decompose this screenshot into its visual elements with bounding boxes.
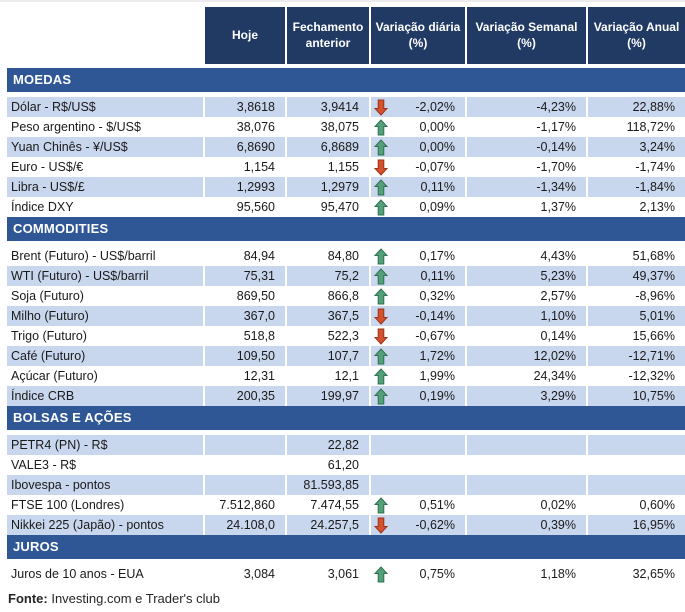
header-cell-variacao-anual: Variação Anual (%) — [588, 7, 685, 64]
table-row — [7, 346, 685, 366]
table-row — [7, 475, 685, 495]
variacao-diaria-value: 0,09% — [419, 200, 455, 214]
row-label: Yuan Chinês - ¥/US$ — [7, 137, 205, 157]
cell-hoje — [205, 475, 287, 495]
cell-variacao-anual — [588, 435, 685, 455]
up-arrow-icon — [374, 388, 388, 405]
cell-hoje: 367,0 — [205, 306, 287, 326]
cell-variacao-semanal: 24,34% — [467, 366, 588, 386]
cell-variacao-anual: 16,95% — [588, 515, 685, 535]
table-row — [7, 386, 685, 406]
cell-fechamento-anterior: 22,82 — [287, 435, 371, 455]
cell-hoje: 24.108,0 — [205, 515, 287, 535]
cell-hoje: 95,560 — [205, 197, 287, 217]
cell-hoje: 38,076 — [205, 117, 287, 137]
cell-variacao-anual: 51,68% — [588, 246, 685, 266]
cell-variacao-anual — [588, 475, 685, 495]
row-label: PETR4 (PN) - R$ — [7, 435, 205, 455]
up-arrow-icon — [374, 268, 388, 285]
table-row — [7, 117, 685, 137]
table-row — [7, 286, 685, 306]
cell-fechamento-anterior: 199,97 — [287, 386, 371, 406]
table-body — [0, 68, 685, 584]
cell-variacao-semanal: -4,23% — [467, 97, 588, 117]
cell-variacao-semanal: 1,10% — [467, 306, 588, 326]
cell-variacao-semanal: 5,23% — [467, 266, 588, 286]
up-arrow-icon — [374, 348, 388, 365]
row-label: Açúcar (Futuro) — [7, 366, 205, 386]
variacao-diaria-value: -0,67% — [415, 329, 455, 343]
up-arrow-icon — [374, 497, 388, 514]
cell-variacao-semanal: -1,70% — [467, 157, 588, 177]
cell-fechamento-anterior: 107,7 — [287, 346, 371, 366]
variacao-diaria-value: 1,99% — [419, 369, 455, 383]
cell-variacao-anual: -1,84% — [588, 177, 685, 197]
source-text: Investing.com e Trader's club — [47, 591, 221, 606]
cell-variacao-anual: 10,75% — [588, 386, 685, 406]
down-arrow-icon — [374, 517, 388, 534]
cell-variacao-semanal: 1,18% — [467, 564, 588, 584]
cell-variacao-diaria — [371, 366, 467, 386]
cell-variacao-semanal: 0,39% — [467, 515, 588, 535]
cell-variacao-diaria — [371, 435, 467, 455]
table-row — [7, 306, 685, 326]
variacao-diaria-value: 0,00% — [419, 140, 455, 154]
down-arrow-icon — [374, 159, 388, 176]
cell-variacao-anual: -1,74% — [588, 157, 685, 177]
cell-fechamento-anterior: 1,2979 — [287, 177, 371, 197]
row-label: Soja (Futuro) — [7, 286, 205, 306]
cell-variacao-diaria — [371, 177, 467, 197]
cell-variacao-anual: 2,13% — [588, 197, 685, 217]
table-row — [7, 455, 685, 475]
cell-fechamento-anterior: 3,061 — [287, 564, 371, 584]
row-label: WTI (Futuro) - US$/barril — [7, 266, 205, 286]
table-row — [7, 435, 685, 455]
cell-fechamento-anterior: 7.474,55 — [287, 495, 371, 515]
cell-variacao-semanal: -1,34% — [467, 177, 588, 197]
table-row — [7, 97, 685, 117]
cell-fechamento-anterior: 3,9414 — [287, 97, 371, 117]
cell-variacao-semanal: 12,02% — [467, 346, 588, 366]
cell-variacao-anual: 15,66% — [588, 326, 685, 346]
cell-variacao-diaria — [371, 386, 467, 406]
cell-fechamento-anterior: 38,075 — [287, 117, 371, 137]
cell-fechamento-anterior: 367,5 — [287, 306, 371, 326]
cell-hoje: 7.512,860 — [205, 495, 287, 515]
cell-variacao-anual: 118,72% — [588, 117, 685, 137]
header-cell-variacao-semanal: Variação Semanal (%) — [467, 7, 588, 64]
section-header-moedas: MOEDAS — [7, 68, 685, 92]
row-label: Trigo (Futuro) — [7, 326, 205, 346]
cell-hoje — [205, 435, 287, 455]
cell-hoje: 200,35 — [205, 386, 287, 406]
source-note — [8, 591, 685, 606]
cell-variacao-diaria — [371, 346, 467, 366]
cell-variacao-semanal: -0,14% — [467, 137, 588, 157]
cell-hoje: 3,084 — [205, 564, 287, 584]
cell-variacao-anual: 22,88% — [588, 97, 685, 117]
table-row — [7, 564, 685, 584]
cell-hoje: 869,50 — [205, 286, 287, 306]
cell-variacao-semanal — [467, 475, 588, 495]
up-arrow-icon — [374, 288, 388, 305]
cell-variacao-diaria — [371, 97, 467, 117]
cell-variacao-semanal: 4,43% — [467, 246, 588, 266]
cell-fechamento-anterior: 1,155 — [287, 157, 371, 177]
cell-variacao-anual: 3,24% — [588, 137, 685, 157]
variacao-diaria-value: -0,07% — [415, 160, 455, 174]
row-label: Milho (Futuro) — [7, 306, 205, 326]
down-arrow-icon — [374, 99, 388, 116]
cell-fechamento-anterior: 522,3 — [287, 326, 371, 346]
up-arrow-icon — [374, 139, 388, 156]
row-label: Peso argentino - $/US$ — [7, 117, 205, 137]
row-label: Café (Futuro) — [7, 346, 205, 366]
row-label: Nikkei 225 (Japão) - pontos — [7, 515, 205, 535]
table-row — [7, 495, 685, 515]
cell-hoje — [205, 455, 287, 475]
row-label: VALE3 - R$ — [7, 455, 205, 475]
source-label: Fonte: — [8, 591, 48, 606]
row-label: Euro - US$/€ — [7, 157, 205, 177]
section-header-commodities: COMMODITIES — [7, 217, 685, 241]
cell-variacao-semanal: -1,17% — [467, 117, 588, 137]
cell-fechamento-anterior: 75,2 — [287, 266, 371, 286]
cell-fechamento-anterior: 24.257,5 — [287, 515, 371, 535]
cell-fechamento-anterior: 12,1 — [287, 366, 371, 386]
variacao-diaria-value: 0,11% — [420, 180, 455, 194]
cell-variacao-diaria — [371, 157, 467, 177]
cell-variacao-anual — [588, 455, 685, 475]
variacao-diaria-value: -0,62% — [415, 518, 455, 532]
table-row — [7, 366, 685, 386]
table-row — [7, 157, 685, 177]
cell-fechamento-anterior: 866,8 — [287, 286, 371, 306]
cell-variacao-diaria — [371, 455, 467, 475]
cell-hoje: 1,2993 — [205, 177, 287, 197]
row-label: Índice CRB — [7, 386, 205, 406]
cell-variacao-semanal — [467, 435, 588, 455]
variacao-diaria-value: 0,51% — [419, 498, 455, 512]
cell-variacao-diaria — [371, 266, 467, 286]
cell-variacao-diaria — [371, 475, 467, 495]
up-arrow-icon — [374, 119, 388, 136]
section-header-bolsas-e-acoes: BOLSAS E AÇÕES — [7, 406, 685, 430]
header-cell-empty — [7, 7, 205, 64]
up-arrow-icon — [374, 566, 388, 583]
variacao-diaria-value: 0,75% — [419, 567, 455, 581]
cell-variacao-semanal: 0,02% — [467, 495, 588, 515]
table-row — [7, 266, 685, 286]
variacao-diaria-value: 0,17% — [419, 249, 455, 263]
variacao-diaria-value: 0,32% — [419, 289, 455, 303]
variacao-diaria-value: 0,19% — [419, 389, 455, 403]
cell-hoje: 109,50 — [205, 346, 287, 366]
table-row — [7, 197, 685, 217]
up-arrow-icon — [374, 368, 388, 385]
header-cell-hoje: Hoje — [205, 7, 287, 64]
cell-hoje: 12,31 — [205, 366, 287, 386]
cell-hoje: 1,154 — [205, 157, 287, 177]
cell-variacao-diaria — [371, 306, 467, 326]
cell-variacao-semanal: 1,37% — [467, 197, 588, 217]
header-cell-fechamento: Fechamento anterior — [287, 7, 371, 64]
cell-variacao-diaria — [371, 515, 467, 535]
up-arrow-icon — [374, 199, 388, 216]
cell-fechamento-anterior: 61,20 — [287, 455, 371, 475]
cell-variacao-diaria — [371, 117, 467, 137]
cell-variacao-diaria — [371, 286, 467, 306]
row-label: Índice DXY — [7, 197, 205, 217]
row-label: Ibovespa - pontos — [7, 475, 205, 495]
cell-fechamento-anterior: 6,8689 — [287, 137, 371, 157]
table-row — [7, 326, 685, 346]
cell-fechamento-anterior: 81.593,85 — [287, 475, 371, 495]
row-label: FTSE 100 (Londres) — [7, 495, 205, 515]
cell-variacao-anual: 32,65% — [588, 564, 685, 584]
cell-hoje: 75,31 — [205, 266, 287, 286]
up-arrow-icon — [374, 248, 388, 265]
cell-fechamento-anterior: 95,470 — [287, 197, 371, 217]
cell-variacao-semanal — [467, 455, 588, 475]
cell-variacao-semanal: 3,29% — [467, 386, 588, 406]
table-row — [7, 137, 685, 157]
cell-variacao-anual: 0,60% — [588, 495, 685, 515]
header-cell-variacao-diaria: Variação diária (%) — [371, 7, 467, 64]
cell-variacao-semanal: 0,14% — [467, 326, 588, 346]
table-row — [7, 246, 685, 266]
cell-variacao-semanal: 2,57% — [467, 286, 588, 306]
cell-variacao-anual: 49,37% — [588, 266, 685, 286]
row-label: Dólar - R$/US$ — [7, 97, 205, 117]
cell-fechamento-anterior: 84,80 — [287, 246, 371, 266]
variacao-diaria-value: -2,02% — [415, 100, 455, 114]
up-arrow-icon — [374, 179, 388, 196]
cell-variacao-anual: -12,71% — [588, 346, 685, 366]
variacao-diaria-value: -0,14% — [415, 309, 455, 323]
cell-variacao-diaria — [371, 246, 467, 266]
table-row — [7, 177, 685, 197]
table-row — [7, 515, 685, 535]
cell-variacao-diaria — [371, 197, 467, 217]
section-header-juros: JUROS — [7, 535, 685, 559]
cell-hoje: 6,8690 — [205, 137, 287, 157]
variacao-diaria-value: 0,00% — [419, 120, 455, 134]
cell-variacao-anual: -12,32% — [588, 366, 685, 386]
cell-hoje: 518,8 — [205, 326, 287, 346]
down-arrow-icon — [374, 328, 388, 345]
cell-variacao-diaria — [371, 495, 467, 515]
cell-hoje: 84,94 — [205, 246, 287, 266]
cell-variacao-diaria — [371, 326, 467, 346]
row-label: Juros de 10 anos - EUA — [7, 564, 205, 584]
down-arrow-icon — [374, 308, 388, 325]
cell-variacao-diaria — [371, 564, 467, 584]
column-header-row — [7, 7, 685, 64]
cell-variacao-diaria — [371, 137, 467, 157]
cell-hoje: 3,8618 — [205, 97, 287, 117]
variacao-diaria-value: 1,72% — [419, 349, 455, 363]
row-label: Libra - US$/£ — [7, 177, 205, 197]
cell-variacao-anual: -8,96% — [588, 286, 685, 306]
variacao-diaria-value: 0,11% — [420, 269, 455, 283]
row-label: Brent (Futuro) - US$/barril — [7, 246, 205, 266]
cell-variacao-anual: 5,01% — [588, 306, 685, 326]
